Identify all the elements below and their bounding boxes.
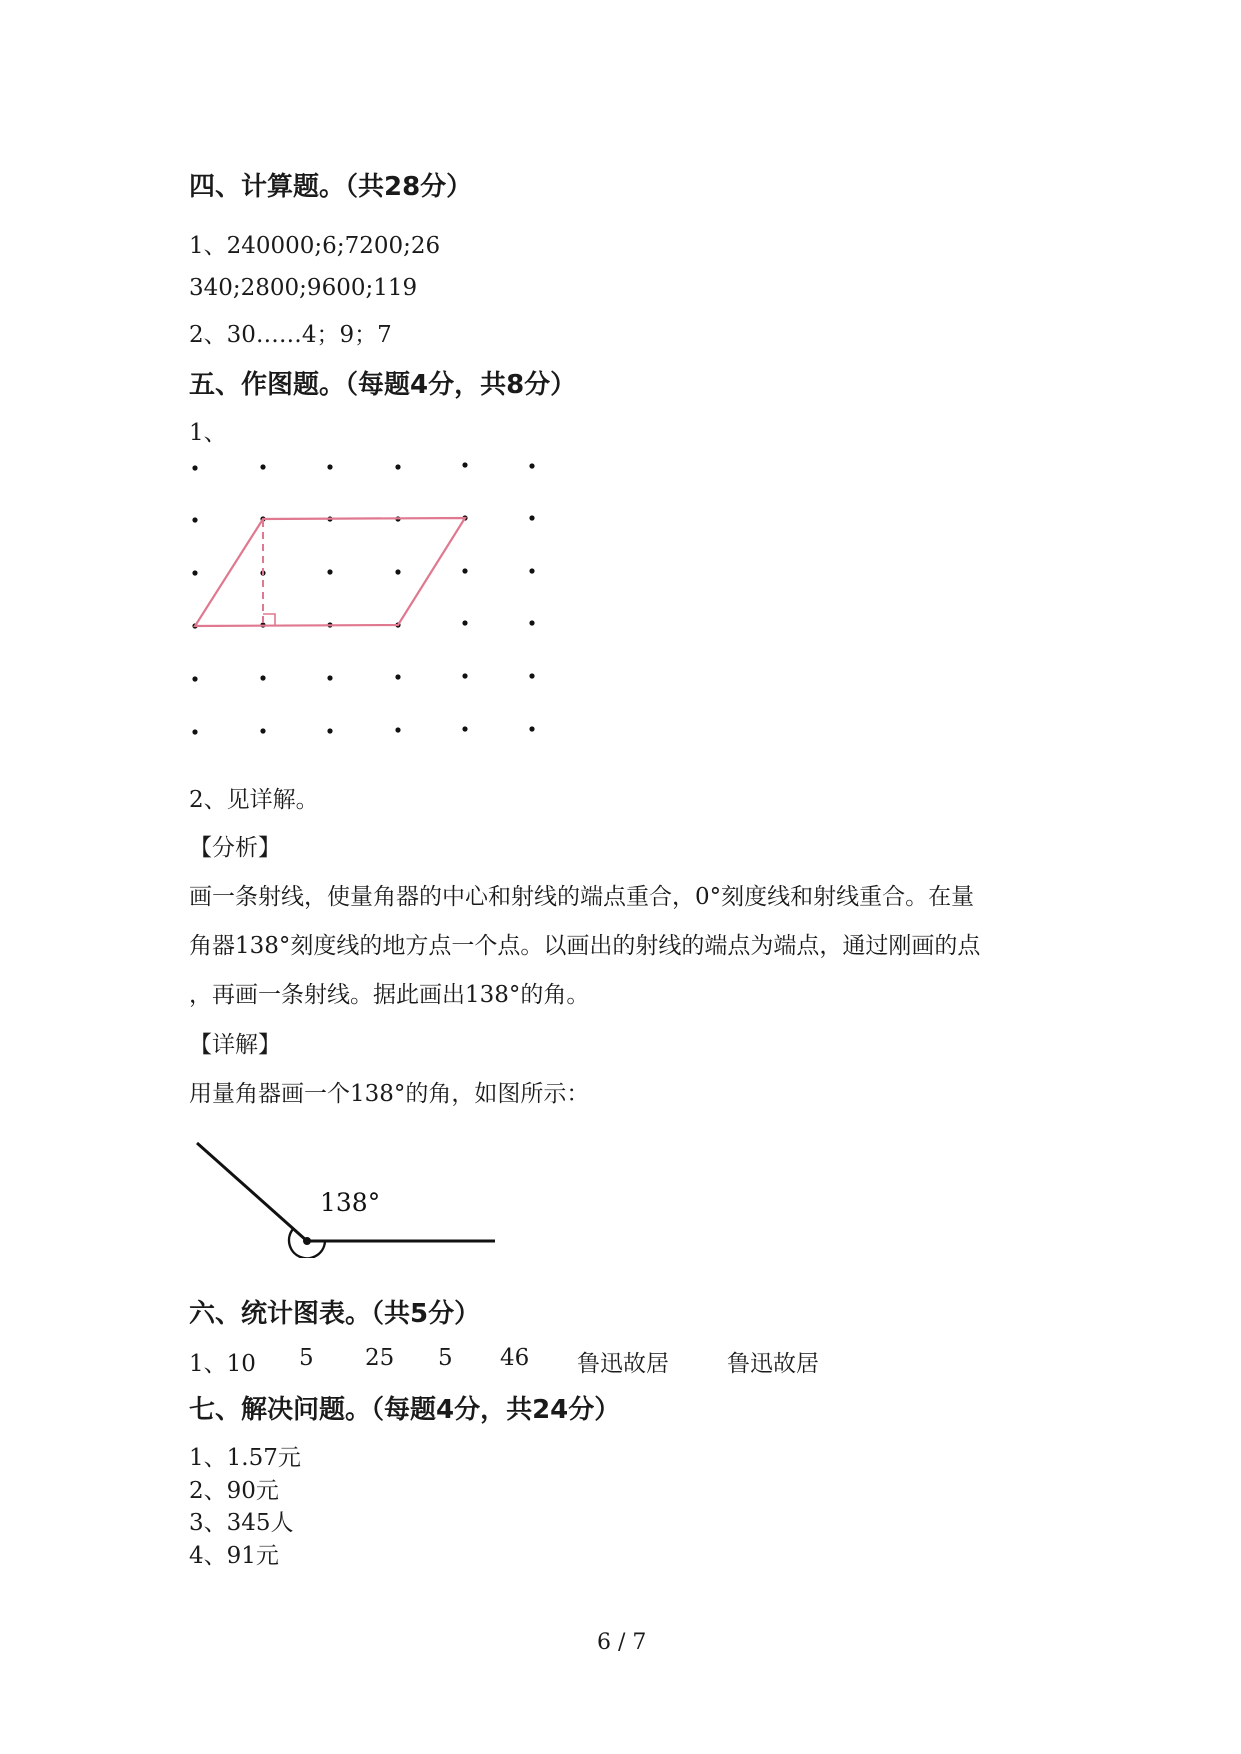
question-2-label: 2、见详解。 <box>189 787 319 813</box>
section-4-line-2: 340;2800;9600;119 <box>189 275 418 301</box>
section-6-answer-5: 46 <box>500 1345 530 1371</box>
section-7-heading: 七、解决问题。（每题4分，共24分） <box>189 1395 621 1425</box>
analysis-line-1: 画一条射线，使量角器的中心和射线的端点重合，0°刻度线和射线重合。在量 <box>189 884 975 910</box>
angle-138-figure <box>185 1128 505 1258</box>
section-6-answer-7: 鲁迅故居 <box>727 1351 819 1377</box>
section-4-line-3: 2、30……4；9；7 <box>189 322 392 348</box>
detail-line: 用量角器画一个138°的角，如图所示： <box>189 1081 590 1107</box>
section-6-answer-2: 5 <box>299 1345 314 1371</box>
angle-vertex <box>303 1237 311 1245</box>
section-5-heading: 五、作图题。（每题4分，共8分） <box>189 370 577 400</box>
section-7-line-4: 4、91元 <box>189 1543 279 1569</box>
detail-tag: 【详解】 <box>189 1032 281 1058</box>
angle-label: 138° <box>320 1188 381 1217</box>
dot-grid <box>192 462 534 734</box>
analysis-tag: 【分析】 <box>189 835 281 861</box>
section-6-heading: 六、统计图表。（共5分） <box>189 1299 481 1329</box>
analysis-line-3: ，再画一条射线。据此画出138°的角。 <box>189 982 590 1008</box>
section-7-line-1: 1、1.57元 <box>189 1445 301 1471</box>
section-6-answer-6: 鲁迅故居 <box>577 1351 669 1377</box>
analysis-line-2: 角器138°刻度线的地方点一个点。以画出的射线的端点为端点，通过刚画的点 <box>189 933 981 959</box>
section-6-answer-4: 5 <box>438 1345 453 1371</box>
section-7-line-3: 3、345人 <box>189 1510 294 1536</box>
section-6-answer-1: 1、10 <box>189 1351 256 1377</box>
angle-ray-slanted <box>197 1143 307 1241</box>
section-4-line-1: 1、240000;6;7200;26 <box>189 233 441 259</box>
question-1-label: 1、 <box>189 420 227 446</box>
page-number: 6 / 7 <box>597 1630 647 1655</box>
dot-grid-figure <box>170 450 550 760</box>
section-7-line-2: 2、90元 <box>189 1478 279 1504</box>
section-4-heading: 四、计算题。（共28分） <box>189 172 473 202</box>
section-6-answer-3: 25 <box>365 1345 395 1371</box>
